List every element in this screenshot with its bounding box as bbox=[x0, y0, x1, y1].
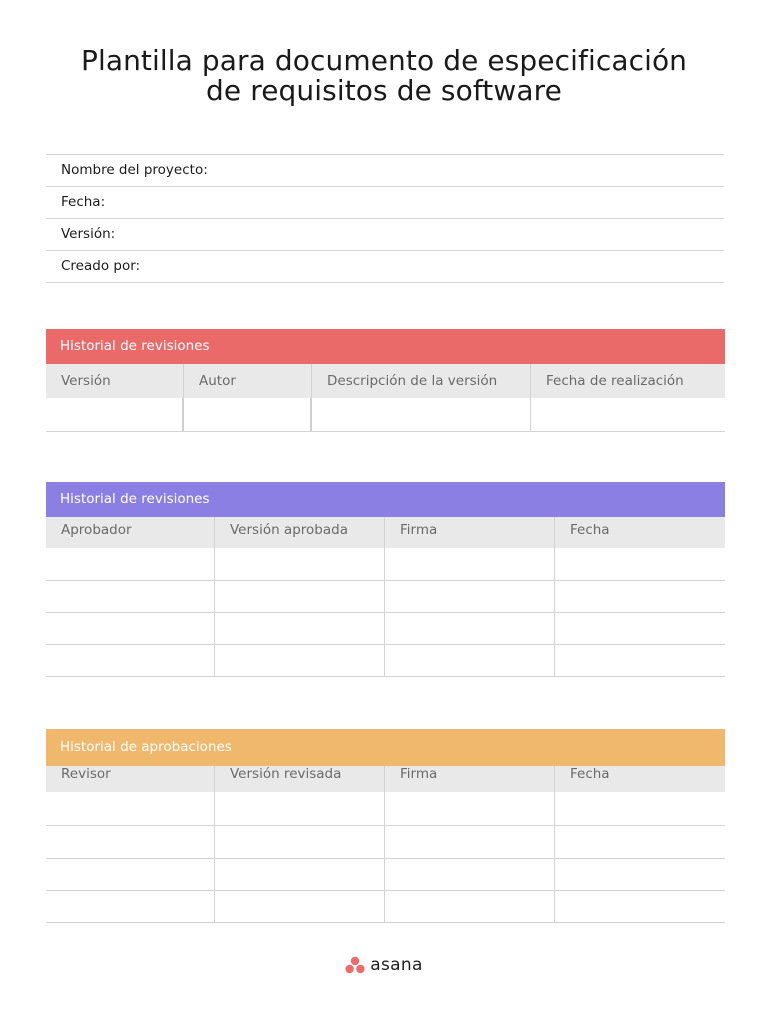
table-cell[interactable] bbox=[215, 792, 385, 825]
table-row bbox=[46, 548, 725, 581]
table-cell[interactable] bbox=[385, 581, 555, 612]
column-header: Versión aprobada bbox=[215, 517, 385, 548]
approval-history-section bbox=[46, 729, 725, 923]
table-row bbox=[46, 398, 725, 432]
column-header: Fecha bbox=[555, 766, 725, 792]
table-cell[interactable] bbox=[385, 792, 555, 825]
column-header: Versión bbox=[46, 364, 184, 398]
table-header-row bbox=[46, 364, 725, 398]
section-header: Historial de revisiones bbox=[46, 482, 725, 517]
table-cell[interactable] bbox=[555, 645, 725, 676]
table-cell[interactable] bbox=[46, 859, 215, 890]
table-cell[interactable] bbox=[46, 548, 215, 580]
table-cell[interactable] bbox=[385, 645, 555, 676]
info-date: Fecha: bbox=[46, 187, 724, 219]
column-header: Firma bbox=[385, 517, 555, 548]
column-header: Fecha de realización bbox=[531, 364, 725, 398]
column-header: Fecha bbox=[555, 517, 725, 548]
table-header-row bbox=[46, 766, 725, 792]
table-cell[interactable] bbox=[46, 891, 215, 922]
table-row bbox=[46, 826, 725, 859]
table-cell[interactable] bbox=[555, 581, 725, 612]
info-version: Versión: bbox=[46, 219, 724, 251]
table-cell[interactable] bbox=[385, 826, 555, 858]
table-row bbox=[46, 581, 725, 613]
table-cell[interactable] bbox=[555, 859, 725, 890]
table-cell[interactable] bbox=[555, 548, 725, 580]
revision-history-table bbox=[46, 364, 725, 432]
title-line-2: de requisitos de software bbox=[206, 74, 562, 107]
table-cell[interactable] bbox=[46, 398, 184, 431]
table-cell[interactable] bbox=[555, 613, 725, 644]
column-header: Aprobador bbox=[46, 517, 215, 548]
section-header: Historial de revisiones bbox=[46, 329, 725, 364]
table-cell[interactable] bbox=[312, 398, 531, 431]
table-cell[interactable] bbox=[215, 613, 385, 644]
table-cell[interactable] bbox=[215, 826, 385, 858]
column-header: Revisor bbox=[46, 766, 215, 792]
table-cell[interactable] bbox=[184, 398, 312, 431]
column-header: Versión revisada bbox=[215, 766, 385, 792]
column-header: Descripción de la versión bbox=[312, 364, 531, 398]
asana-logo bbox=[0, 955, 768, 975]
revision-history-section bbox=[46, 329, 725, 432]
table-cell[interactable] bbox=[385, 548, 555, 580]
table-cell[interactable] bbox=[46, 792, 215, 825]
table-cell[interactable] bbox=[46, 581, 215, 612]
approver-history-section bbox=[46, 482, 725, 677]
table-cell[interactable] bbox=[215, 645, 385, 676]
table-header-row bbox=[46, 517, 725, 548]
table-row bbox=[46, 891, 725, 923]
info-created-by: Creado por: bbox=[46, 251, 724, 283]
table-row bbox=[46, 859, 725, 891]
logo-text: asana bbox=[370, 955, 423, 975]
table-cell[interactable] bbox=[46, 645, 215, 676]
table-cell[interactable] bbox=[385, 613, 555, 644]
table-cell[interactable] bbox=[555, 891, 725, 922]
table-cell[interactable] bbox=[555, 792, 725, 825]
column-header: Firma bbox=[385, 766, 555, 792]
table-cell[interactable] bbox=[555, 826, 725, 858]
approval-history-table bbox=[46, 766, 725, 923]
table-cell[interactable] bbox=[215, 891, 385, 922]
table-cell[interactable] bbox=[46, 613, 215, 644]
project-info bbox=[46, 154, 724, 283]
approver-history-table bbox=[46, 517, 725, 677]
asana-dots-icon bbox=[345, 956, 365, 974]
table-row bbox=[46, 613, 725, 645]
table-cell[interactable] bbox=[385, 891, 555, 922]
info-project-name: Nombre del proyecto: bbox=[46, 155, 724, 187]
table-cell[interactable] bbox=[215, 581, 385, 612]
table-cell[interactable] bbox=[215, 548, 385, 580]
table-cell[interactable] bbox=[46, 826, 215, 858]
table-cell[interactable] bbox=[215, 859, 385, 890]
table-row bbox=[46, 792, 725, 826]
column-header: Autor bbox=[184, 364, 312, 398]
table-cell[interactable] bbox=[531, 398, 725, 431]
page-title bbox=[0, 46, 768, 106]
title-line-1: Plantilla para documento de especificación bbox=[80, 44, 688, 77]
table-cell[interactable] bbox=[385, 859, 555, 890]
table-row bbox=[46, 645, 725, 677]
section-header: Historial de aprobaciones bbox=[46, 729, 725, 766]
